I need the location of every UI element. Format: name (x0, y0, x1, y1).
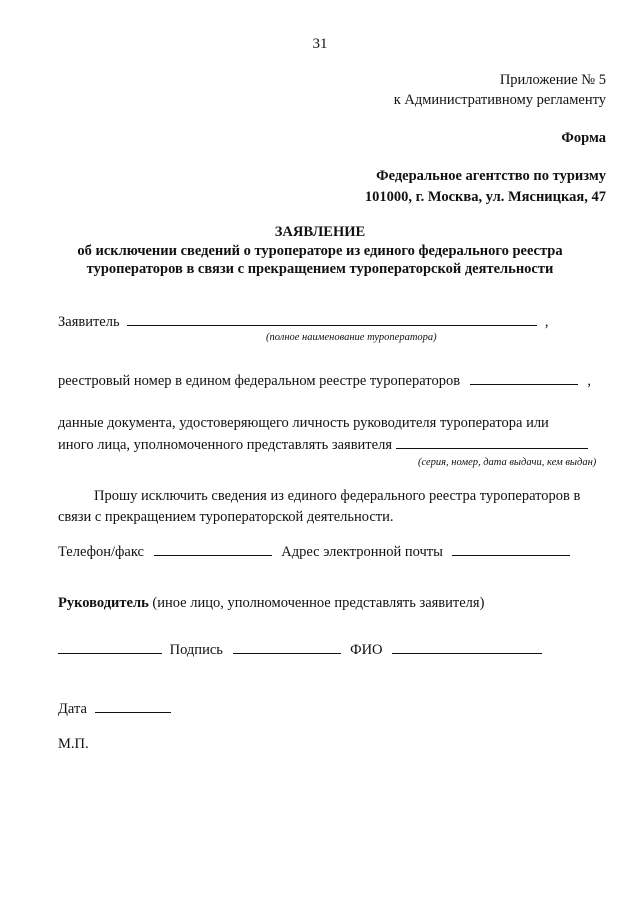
identity-document-field[interactable] (396, 436, 588, 449)
name-label: ФИО (350, 642, 383, 658)
signature-row (58, 641, 542, 659)
addressee-line-1: Федеральное агентство по туризму (376, 168, 606, 184)
form-label: Форма (561, 130, 606, 146)
request-line-1: Прошу исключить сведения из единого федерального реестра туроператоров в (94, 488, 581, 504)
applicant-row (58, 313, 548, 331)
registry-row (58, 372, 591, 390)
title-line-2: туроператоров в связи с прекращением туроператорской деятельности (86, 261, 554, 277)
appendix-line-2: к Административному регламенту (393, 92, 606, 108)
page-number: 31 (312, 36, 328, 52)
request-line-2: связи с прекращением туроператорской деятельности. (58, 509, 394, 525)
position-field[interactable] (58, 641, 162, 654)
date-label: Дата (58, 701, 87, 717)
head-note: (иное лицо, уполномоченное представлять заявителя) (148, 595, 485, 611)
head-line (58, 595, 484, 612)
identity-line-1 (58, 415, 606, 432)
phone-field[interactable] (154, 543, 272, 556)
email-label: Адрес электронной почты (281, 544, 443, 560)
document-title: ЗАЯВЛЕНИЕ (274, 224, 366, 240)
email-field[interactable] (452, 543, 570, 556)
identity-text-2: иного лица, уполномоченного представлять заявителя (58, 437, 392, 453)
addressee-line-2: 101000, г. Москва, ул. Мясницкая, 47 (364, 189, 606, 205)
date-field[interactable] (95, 700, 171, 713)
signature-field[interactable] (233, 641, 341, 654)
name-field[interactable] (392, 641, 542, 654)
applicant-hint: (полное наименование туроператора) (266, 332, 437, 343)
stamp-label: М.П. (58, 736, 89, 752)
identity-row-2 (58, 436, 588, 454)
registry-label: реестровый номер в едином федеральном реестре туроператоров (58, 373, 461, 389)
registry-number-field[interactable] (470, 372, 578, 385)
applicant-label: Заявитель (58, 314, 120, 330)
appendix-line-1: Приложение № 5 (499, 72, 606, 88)
head-label: Руководитель (58, 595, 149, 611)
date-row (58, 700, 171, 718)
title-line-1: об исключении сведений о туроператоре из единого федерального реестра (77, 243, 563, 259)
identity-hint: (серия, номер, дата выдачи, кем выдан) (418, 457, 597, 468)
registry-comma: , (587, 373, 591, 389)
phone-label: Телефон/факс (58, 544, 144, 560)
applicant-comma: , (544, 314, 549, 330)
applicant-field[interactable] (127, 313, 537, 326)
contacts-row (58, 543, 570, 561)
identity-text-1: данные документа, удостоверяющего личность руководителя туроператора или (58, 415, 549, 431)
signature-label: Подпись (169, 642, 223, 658)
